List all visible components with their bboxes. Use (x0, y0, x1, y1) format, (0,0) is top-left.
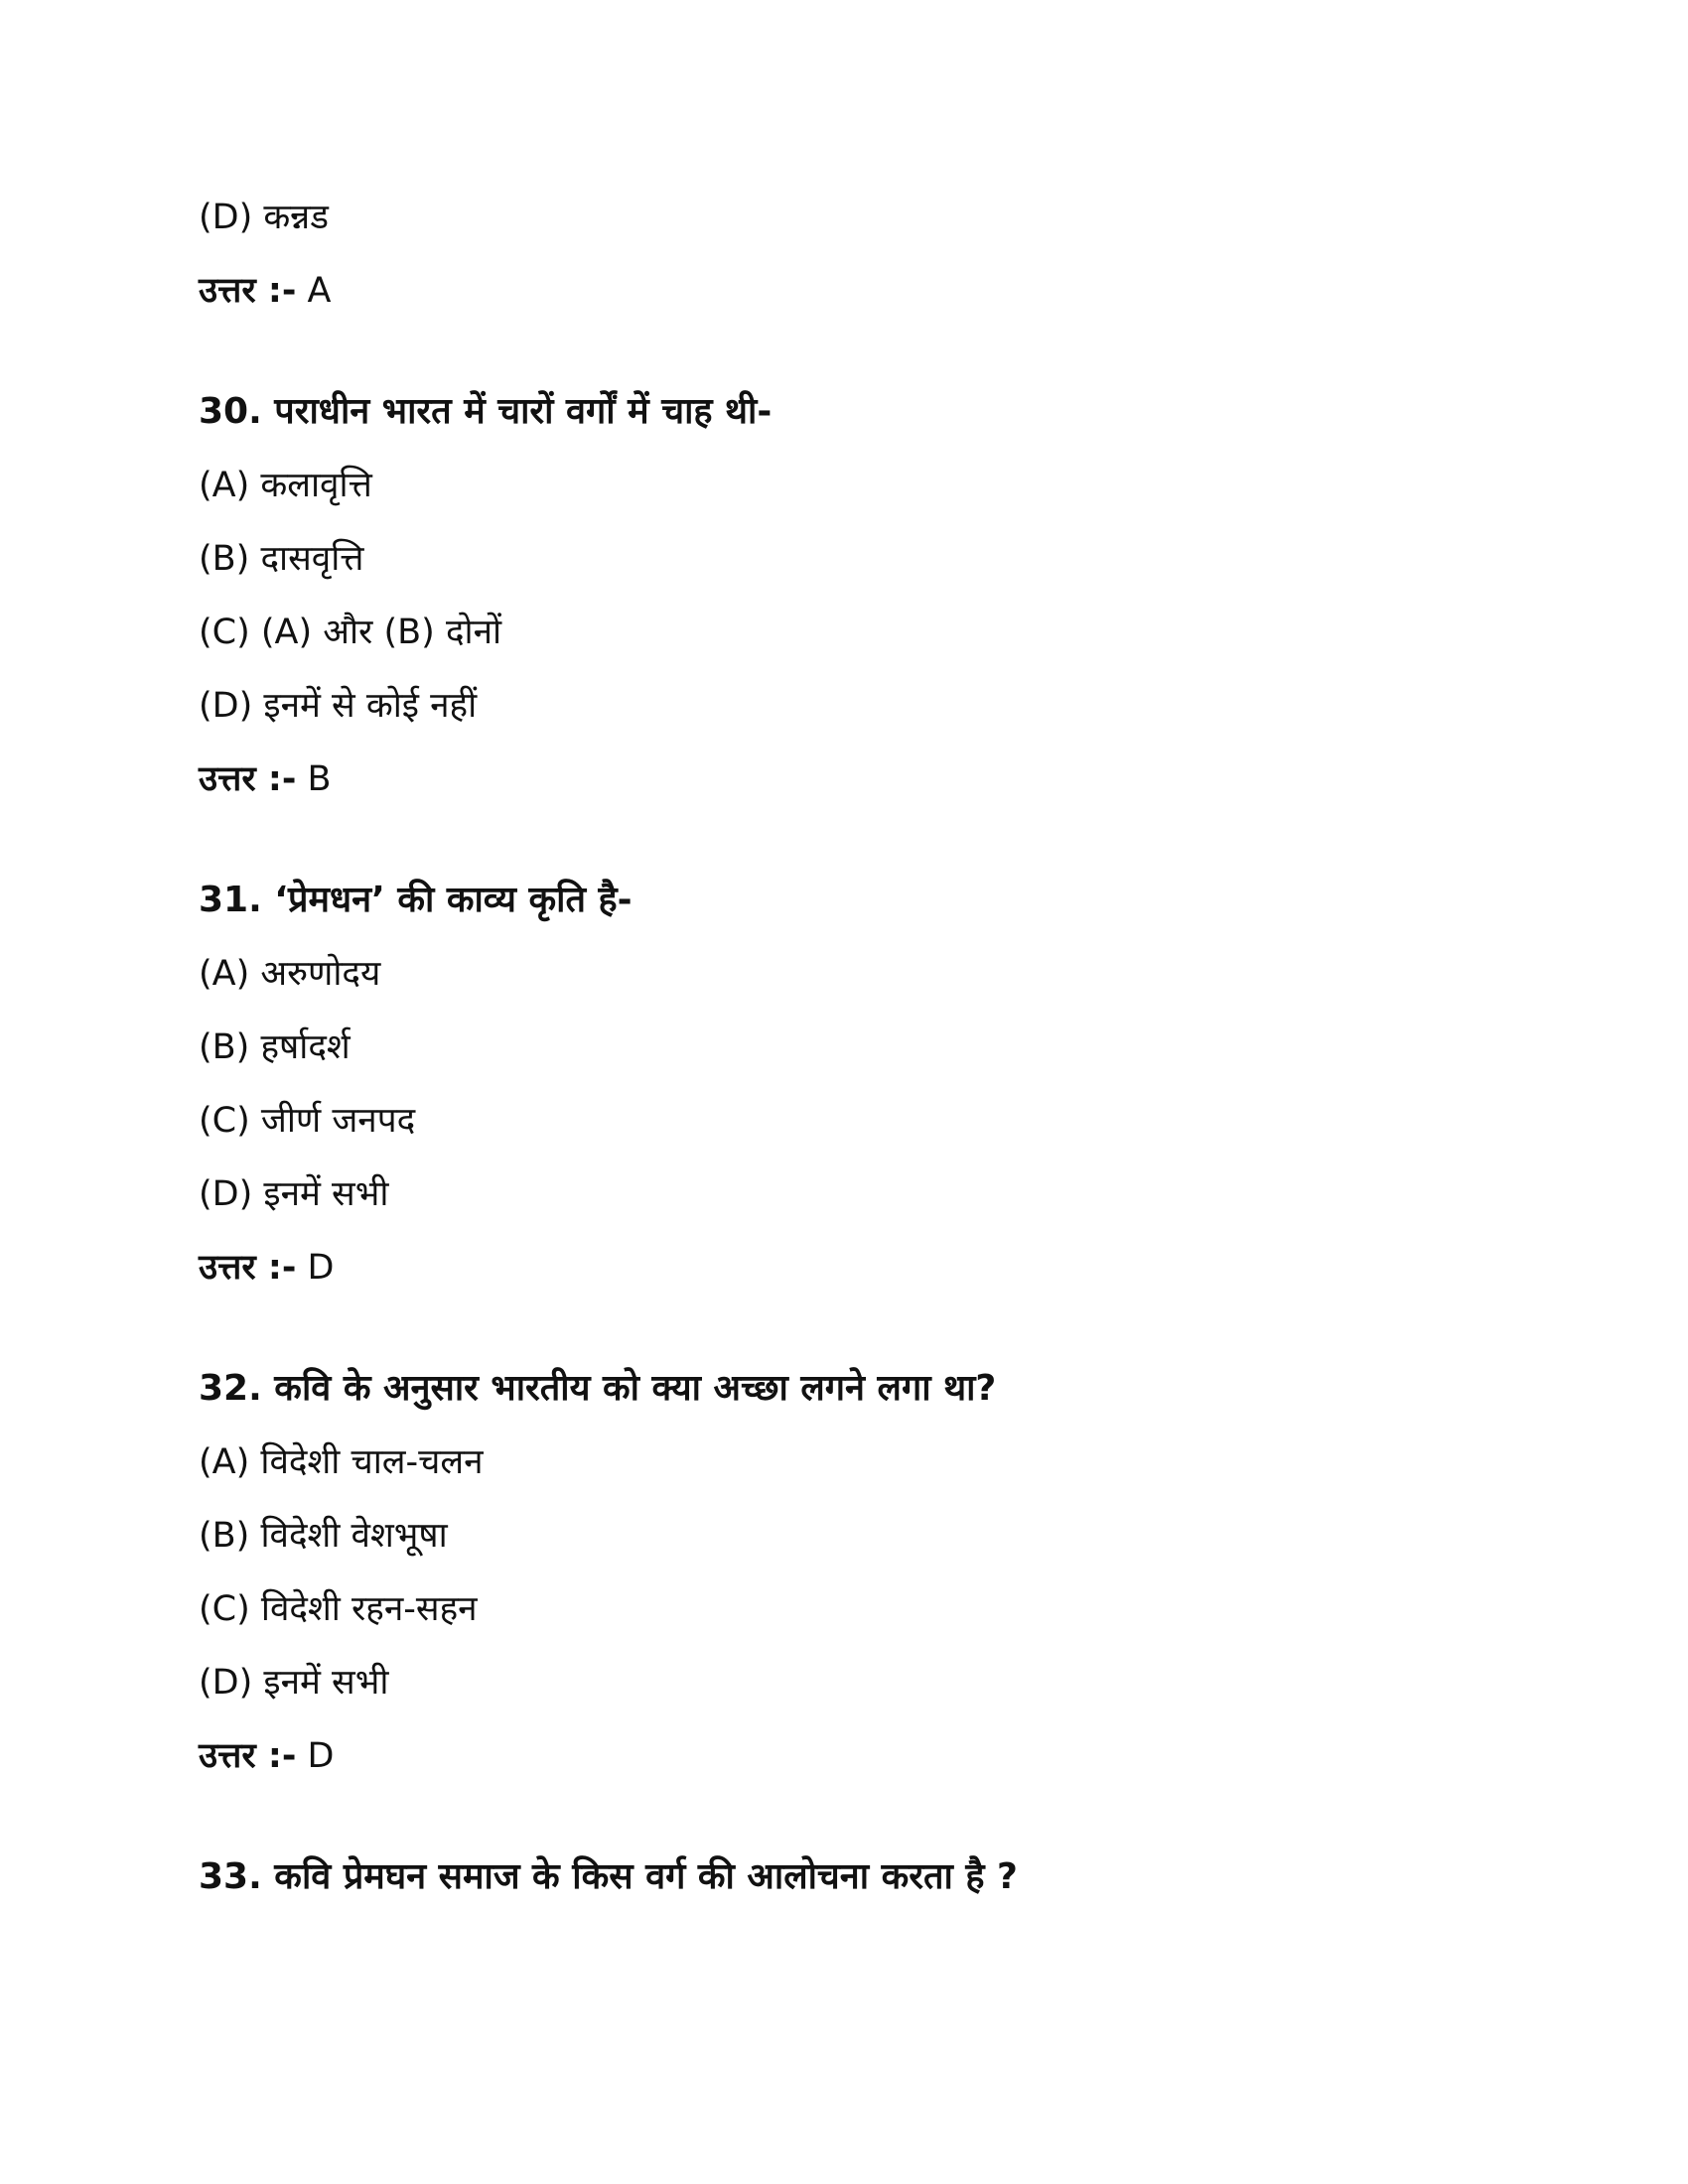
answer-label: उत्तर :- (199, 271, 297, 311)
question-33: 33. कवि प्रेमघन समाज के किस वर्ग की आलोचना करता है ? (199, 1856, 1018, 1897)
option-32-d: (D) इनमें सभी (199, 1663, 389, 1703)
option-29-d: (D) कन्नड (199, 198, 329, 237)
question-31: 31. ‘प्रेमधन’ की काव्य कृति है- (199, 880, 633, 920)
option-32-c: (C) विदेशी रहन-सहन (199, 1589, 478, 1629)
option-30-a: (A) कलावृत्ति (199, 466, 372, 505)
option-31-b: (B) हर्षादर्श (199, 1027, 351, 1067)
option-32-b: (B) विदेशी वेशभूषा (199, 1516, 448, 1556)
option-30-c: (C) (A) और (B) दोनों (199, 613, 502, 652)
option-30-d: (D) इनमें से कोई नहीं (199, 686, 478, 726)
option-31-a: (A) अरुणोदय (199, 954, 381, 994)
answer-value: D (307, 1248, 335, 1288)
answer-29 (199, 270, 331, 312)
answer-32 (199, 1735, 334, 1777)
answer-31 (199, 1247, 334, 1289)
option-31-d: (D) इनमें सभी (199, 1174, 389, 1214)
option-32-a: (A) विदेशी चाल-चलन (199, 1442, 484, 1482)
answer-value: A (307, 271, 332, 311)
option-30-b: (B) दासवृत्ति (199, 539, 364, 579)
answer-value: D (307, 1736, 335, 1776)
question-30: 30. पराधीन भारत में चारों वर्गों में चाह थी- (199, 391, 773, 432)
question-32: 32. कवि के अनुसार भारतीय को क्या अच्छा लगने लगा था? (199, 1368, 997, 1409)
answer-label: उत्तर :- (199, 1736, 297, 1776)
answer-value: B (307, 759, 332, 799)
answer-label: उत्तर :- (199, 1248, 297, 1288)
option-31-c: (C) जीर्ण जनपद (199, 1101, 416, 1141)
answer-label: उत्तर :- (199, 759, 297, 799)
answer-30 (199, 758, 332, 800)
